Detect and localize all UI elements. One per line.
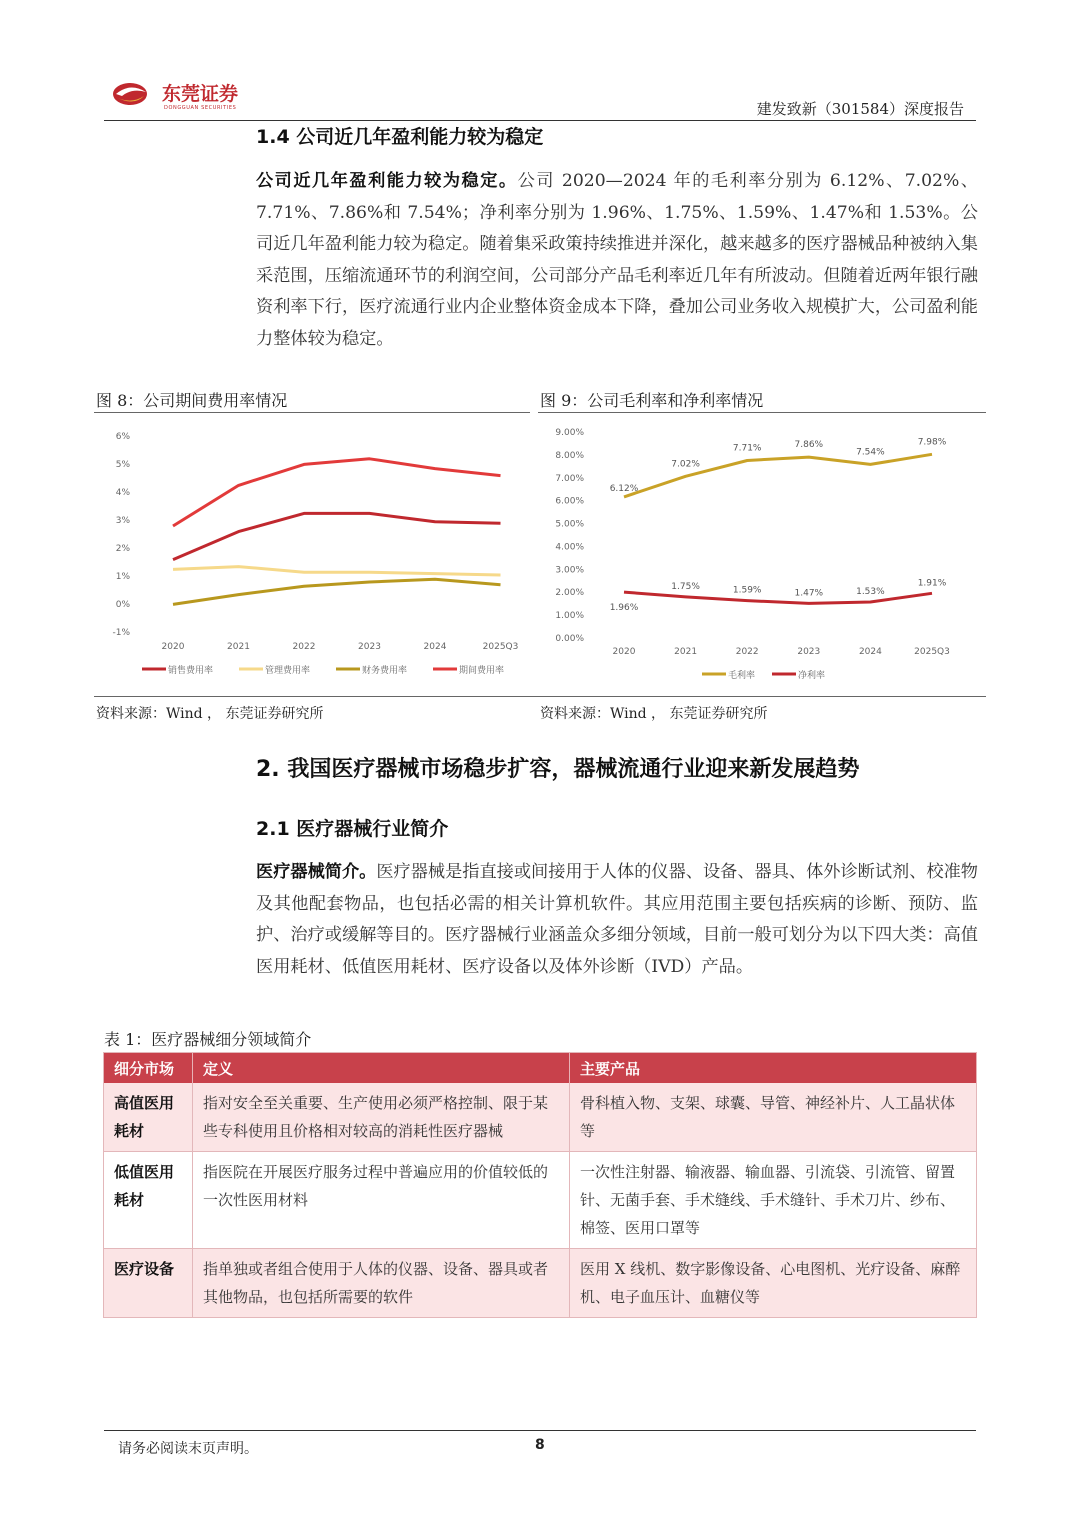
company-logo <box>110 78 290 114</box>
y-tick-label: 4.00% <box>555 542 584 553</box>
data-label: 7.02% <box>671 459 700 470</box>
margin-chart <box>540 420 986 692</box>
table-row <box>104 1083 977 1152</box>
figure-9-source: 资料来源：Wind ， 东莞证券研究所 <box>540 706 768 722</box>
table-row <box>104 1152 977 1249</box>
x-tick-label: 2020 <box>612 647 636 657</box>
table-1-title: 表 1：医疗器械细分领域简介 <box>104 1030 312 1049</box>
x-tick-label: 2021 <box>674 647 698 657</box>
series-line-毛利率 <box>624 454 932 497</box>
x-tick-label: 2022 <box>735 647 759 657</box>
y-tick-label: 5.00% <box>555 519 584 530</box>
series-line-净利率 <box>624 592 932 603</box>
data-label: 1.91% <box>917 578 947 589</box>
figure-9-title: 图 9：公司毛利率和净利率情况 <box>540 391 764 410</box>
legend-label: 毛利率 <box>728 671 756 681</box>
x-tick-label: 2025Q3 <box>914 647 950 657</box>
header-divider <box>104 120 976 121</box>
data-label: 7.71% <box>732 443 762 454</box>
figure-9-top-rule <box>538 412 986 413</box>
x-tick-label: 2023 <box>797 647 821 657</box>
table-cell-definition: 指对安全至关重要、生产使用必须严格控制、限于某些专科使用且价格相对较高的消耗性医疗器械 <box>193 1083 570 1152</box>
logo-subtext: DONGGUAN SECURITIES <box>164 105 237 111</box>
y-tick-label: -1% <box>112 628 130 638</box>
x-tick-label: 2025Q3 <box>482 642 519 652</box>
logo-text: 东莞证券 <box>162 83 239 105</box>
legend-label: 管理费用率 <box>265 666 311 676</box>
table-cell-products: 医用 X 线机、数字影像设备、心电图机、光疗设备、麻醉机、电子血压计、血糖仪等 <box>570 1249 977 1318</box>
y-tick-label: 5% <box>115 460 130 470</box>
data-label: 1.96% <box>609 603 639 614</box>
report-title: 建发致新（301584）深度报告 <box>756 100 964 118</box>
legend-label: 净利率 <box>798 671 826 681</box>
legend-label: 期间费用率 <box>459 666 505 676</box>
section-heading-2-1: 2.1 医疗器械行业简介 <box>256 818 449 840</box>
series-line-期间费用率 <box>173 459 501 526</box>
table-cell-category: 高值医用耗材 <box>104 1083 193 1152</box>
x-tick-label: 2020 <box>161 642 185 652</box>
table-header-definition: 定义 <box>193 1053 570 1084</box>
table-row <box>104 1249 977 1318</box>
section-1-4-paragraph <box>256 166 978 355</box>
figure-8-top-rule <box>94 412 530 413</box>
series-line-财务费用率 <box>173 579 501 604</box>
data-label: 1.75% <box>671 581 700 592</box>
y-tick-label: 6% <box>115 432 130 442</box>
footer-disclaimer: 请务必阅读末页声明。 <box>118 1441 258 1457</box>
y-tick-label: 3% <box>115 516 130 526</box>
expense-ratio-chart <box>100 420 540 690</box>
data-label: 7.86% <box>794 440 824 451</box>
y-tick-label: 6.00% <box>555 496 584 507</box>
section-heading-2: 2. 我国医疗器械市场稳步扩容，器械流通行业迎来新发展趋势 <box>256 757 860 782</box>
legend-label: 销售费用率 <box>168 666 214 676</box>
data-label: 1.47% <box>794 588 824 599</box>
y-tick-label: 1% <box>115 572 130 582</box>
data-label: 7.98% <box>917 437 947 448</box>
y-tick-label: 0.00% <box>555 634 584 644</box>
data-label: 6.12% <box>609 483 639 494</box>
data-label: 7.54% <box>856 447 885 458</box>
series-line-销售费用率 <box>173 513 501 559</box>
series-line-管理费用率 <box>173 567 501 575</box>
x-tick-label: 2023 <box>358 642 381 652</box>
table-header-row <box>104 1053 977 1084</box>
table-cell-products: 一次性注射器、输液器、输血器、引流袋、引流管、留置针、无菌手套、手术缝线、手术缝针、手术刀片、纱布、棉签、医用口罩等 <box>570 1152 977 1249</box>
figures-bottom-rule <box>94 696 986 697</box>
table-cell-products: 骨科植入物、支架、球囊、导管、神经补片、人工晶状体等 <box>570 1083 977 1152</box>
section-heading-1-4: 1.4 公司近几年盈利能力较为稳定 <box>256 126 544 148</box>
y-tick-label: 0% <box>115 600 130 610</box>
x-tick-label: 2024 <box>858 647 882 657</box>
footer-divider <box>104 1430 976 1431</box>
table-cell-category: 医疗设备 <box>104 1249 193 1318</box>
paragraph-body: 医疗器械是指直接或间接用于人体的仪器、设备、器具、体外诊断试剂、校准物及其他配套物品，也包括必需的相关计算机软件。其应用范围主要包括疾病的诊断、预防、监护、治疗或缓解等目的。医疗器械行业涵盖众多细分领域，目前一般可划分为以下四大类：高值医用耗材、低值医用耗材、医疗设备以及体外诊断（IVD）产品。 <box>256 862 978 977</box>
y-tick-label: 3.00% <box>555 565 584 576</box>
x-tick-label: 2024 <box>423 642 447 652</box>
paragraph-lead: 公司近几年盈利能力较为稳定。 <box>256 171 518 191</box>
y-tick-label: 2.00% <box>555 588 584 599</box>
y-tick-label: 4% <box>115 488 130 498</box>
figure-8-source: 资料来源：Wind ， 东莞证券研究所 <box>96 706 324 722</box>
medical-device-table <box>103 1052 977 1318</box>
table-cell-category: 低值医用耗材 <box>104 1152 193 1249</box>
x-tick-label: 2022 <box>292 642 316 652</box>
section-2-1-paragraph <box>256 857 978 983</box>
table-cell-definition: 指医院在开展医疗服务过程中普遍应用的价值较低的一次性医用材料 <box>193 1152 570 1249</box>
figure-8-title: 图 8：公司期间费用率情况 <box>96 391 288 410</box>
table-cell-definition: 指单独或者组合使用于人体的仪器、设备、器具或者其他物品，也包括所需要的软件 <box>193 1249 570 1318</box>
x-tick-label: 2021 <box>227 642 250 652</box>
table-header-products: 主要产品 <box>570 1053 977 1084</box>
paragraph-body: 公司 2020—2024 年的毛利率分别为 6.12%、7.02%、7.71%、7.86%和 7.54%；净利率分别为 1.96%、1.75%、1.59%、1.47%和 1.53%。公司近几年盈利能力较为稳定。随着集采政策持续推进并深化，越来越多的医疗器械品种被纳入集采范围，压缩流通环节的利润空间，公司部分产品毛利率近几年有所波动。但随着近两年银行融资利率下行，医疗流通行业内企业整体资金成本下降，叠加公司业务收入规模扩大，公司盈利能力整体较为稳定。 <box>256 171 978 349</box>
data-label: 1.53% <box>856 586 885 597</box>
table-header-category: 细分市场 <box>104 1053 193 1084</box>
y-tick-label: 2% <box>115 544 130 554</box>
y-tick-label: 9.00% <box>555 428 584 438</box>
y-tick-label: 7.00% <box>555 473 584 484</box>
y-tick-label: 8.00% <box>555 450 584 461</box>
page-number: 8 <box>535 1437 545 1453</box>
paragraph-lead: 医疗器械简介。 <box>256 862 377 882</box>
legend-label: 财务费用率 <box>362 666 408 676</box>
y-tick-label: 1.00% <box>555 611 584 622</box>
data-label: 1.59% <box>732 585 762 596</box>
